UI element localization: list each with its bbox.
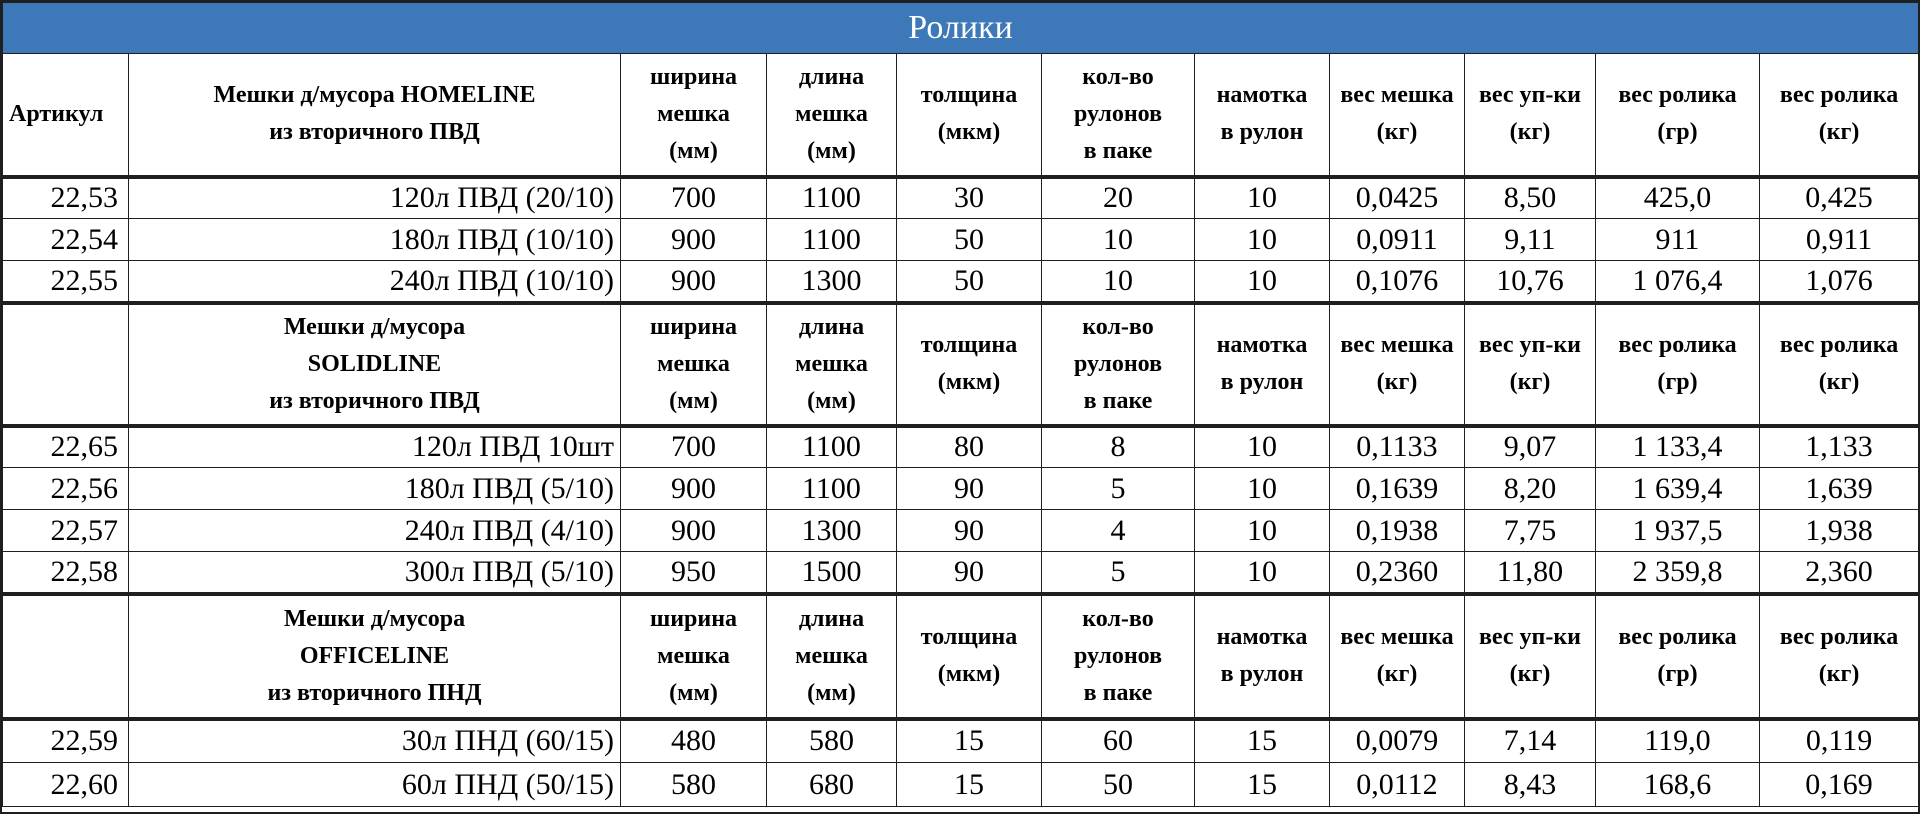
thickness-cell: 30 — [897, 177, 1042, 219]
product-name-cell: 180л ПВД (5/10) — [129, 468, 621, 510]
product-group-header — [129, 54, 621, 177]
header-line: ширина — [649, 605, 738, 632]
header-line: (кг) — [1818, 119, 1860, 146]
length-cell: 1100 — [767, 177, 897, 219]
width-cell: 900 — [621, 261, 767, 303]
winding-cell: 10 — [1195, 219, 1330, 261]
header-line: вес ролика — [1618, 82, 1737, 109]
rolls-cell: 5 — [1042, 468, 1195, 510]
length-cell: 1100 — [767, 468, 897, 510]
rolls-cell: 10 — [1042, 261, 1195, 303]
roll-weight-kg-cell: 0,911 — [1760, 219, 1919, 261]
header-line: OFFICELINE — [299, 642, 450, 669]
thickness-cell: 90 — [897, 552, 1042, 594]
header-line: намотка — [1216, 332, 1308, 358]
bag-weight-cell: 0,0425 — [1330, 177, 1465, 219]
header-line: вес мешка — [1340, 332, 1454, 358]
header-line: в паке — [1083, 387, 1153, 414]
table-row — [3, 552, 1919, 594]
product-group-header — [129, 303, 621, 426]
header-line: намотка — [1216, 82, 1308, 109]
section-header-row — [3, 594, 1919, 719]
header-line: вес мешка — [1340, 624, 1454, 650]
rolls-header — [1042, 303, 1195, 426]
pack-weight-cell: 7,14 — [1465, 719, 1596, 763]
roll-weight-g-header — [1596, 54, 1760, 177]
bag-weight-cell: 0,2360 — [1330, 552, 1465, 594]
header-line: рулонов — [1073, 350, 1163, 377]
header-line: вес уп-ки — [1478, 332, 1582, 358]
product-group-header — [129, 594, 621, 719]
header-line: ширина — [649, 63, 738, 90]
header-line: толщина — [920, 624, 1018, 650]
thickness-header — [897, 594, 1042, 719]
header-line: (кг) — [1509, 369, 1551, 395]
article-cell: 22,57 — [3, 510, 129, 552]
bag-weight-cell: 0,0079 — [1330, 719, 1465, 763]
pack-weight-cell: 8,50 — [1465, 177, 1596, 219]
bag-weight-header — [1330, 54, 1465, 177]
header-line: Мешки д/мусора HOMELINE — [213, 82, 536, 109]
article-header: Артикул — [3, 54, 129, 177]
winding-cell: 10 — [1195, 552, 1330, 594]
header-line: мешка — [657, 350, 730, 377]
article-header — [3, 594, 129, 719]
product-name-cell: 240л ПВД (4/10) — [129, 510, 621, 552]
header-line: (кг) — [1509, 119, 1551, 146]
header-line: длина — [798, 63, 865, 90]
bag-weight-cell: 0,1639 — [1330, 468, 1465, 510]
length-cell: 680 — [767, 763, 897, 807]
header-line: (гр) — [1657, 369, 1698, 395]
winding-cell: 10 — [1195, 261, 1330, 303]
width-header — [621, 594, 767, 719]
header-line: (кг) — [1376, 119, 1418, 146]
header-line: кол-во — [1082, 63, 1154, 90]
roll-weight-kg-cell: 1,076 — [1760, 261, 1919, 303]
bag-weight-cell: 0,1938 — [1330, 510, 1465, 552]
header-line: (мм) — [807, 387, 856, 414]
winding-header — [1195, 54, 1330, 177]
product-name-cell: 300л ПВД (5/10) — [129, 552, 621, 594]
bag-weight-cell: 0,0112 — [1330, 763, 1465, 807]
header-line: ширина — [649, 313, 738, 340]
table-row — [3, 510, 1919, 552]
header-line: мешка — [657, 642, 730, 669]
header-line: (мкм) — [937, 119, 1001, 146]
thickness-cell: 50 — [897, 219, 1042, 261]
header-line: вес мешка — [1340, 82, 1454, 109]
thickness-cell: 50 — [897, 261, 1042, 303]
rolls-cell: 60 — [1042, 719, 1195, 763]
winding-cell: 10 — [1195, 177, 1330, 219]
header-line: в паке — [1083, 679, 1153, 706]
roll-weight-g-header — [1596, 303, 1760, 426]
thickness-cell: 90 — [897, 510, 1042, 552]
width-cell: 700 — [621, 426, 767, 468]
table-row — [3, 719, 1919, 763]
section-header-row — [3, 54, 1919, 177]
roll-weight-kg-cell: 1,133 — [1760, 426, 1919, 468]
winding-cell: 10 — [1195, 468, 1330, 510]
rolls-cell: 8 — [1042, 426, 1195, 468]
header-line: намотка — [1216, 624, 1308, 650]
section-header-row — [3, 303, 1919, 426]
pack-weight-cell: 7,75 — [1465, 510, 1596, 552]
product-name-cell: 120л ПВД 10шт — [129, 426, 621, 468]
roll-weight-kg-header — [1760, 54, 1919, 177]
header-line: (мм) — [669, 387, 718, 414]
winding-cell: 15 — [1195, 719, 1330, 763]
roll-weight-g-cell: 1 639,4 — [1596, 468, 1760, 510]
roll-weight-g-cell: 1 937,5 — [1596, 510, 1760, 552]
winding-header — [1195, 594, 1330, 719]
length-cell: 1100 — [767, 219, 897, 261]
pack-weight-cell: 9,11 — [1465, 219, 1596, 261]
thickness-header — [897, 303, 1042, 426]
length-header — [767, 303, 897, 426]
width-cell: 900 — [621, 510, 767, 552]
roll-weight-kg-cell: 0,169 — [1760, 763, 1919, 807]
pack-weight-cell: 11,80 — [1465, 552, 1596, 594]
product-name-cell: 120л ПВД (20/10) — [129, 177, 621, 219]
rolls-cell: 50 — [1042, 763, 1195, 807]
article-cell: 22,60 — [3, 763, 129, 807]
header-line: (мм) — [669, 137, 718, 164]
width-cell: 480 — [621, 719, 767, 763]
roll-weight-g-cell: 2 359,8 — [1596, 552, 1760, 594]
header-line: мешка — [795, 100, 868, 127]
header-line: толщина — [920, 332, 1018, 358]
title-row — [3, 3, 1919, 54]
roll-weight-kg-cell: 2,360 — [1760, 552, 1919, 594]
header-line: толщина — [920, 82, 1018, 109]
header-line: (мкм) — [937, 369, 1001, 395]
header-line: (кг) — [1509, 661, 1551, 687]
pack-weight-cell: 10,76 — [1465, 261, 1596, 303]
roll-weight-kg-header — [1760, 303, 1919, 426]
thickness-cell: 90 — [897, 468, 1042, 510]
pack-weight-header — [1465, 303, 1596, 426]
header-line: из вторичного ПВД — [269, 119, 480, 146]
header-line: SOLIDLINE — [307, 350, 442, 377]
roll-weight-g-cell: 425,0 — [1596, 177, 1760, 219]
length-header — [767, 594, 897, 719]
length-cell: 1300 — [767, 261, 897, 303]
header-line: рулонов — [1073, 100, 1163, 127]
bag-weight-header — [1330, 594, 1465, 719]
header-line: (кг) — [1818, 661, 1860, 687]
length-cell: 1500 — [767, 552, 897, 594]
pack-weight-header — [1465, 594, 1596, 719]
header-line: рулонов — [1073, 642, 1163, 669]
product-name-cell: 30л ПНД (60/15) — [129, 719, 621, 763]
length-cell: 1100 — [767, 426, 897, 468]
table-row — [3, 468, 1919, 510]
rolls-cell: 20 — [1042, 177, 1195, 219]
roll-weight-g-cell: 119,0 — [1596, 719, 1760, 763]
pack-weight-cell: 9,07 — [1465, 426, 1596, 468]
header-line: в паке — [1083, 137, 1153, 164]
roll-weight-kg-cell: 1,938 — [1760, 510, 1919, 552]
price-table — [2, 2, 1919, 807]
roll-weight-g-cell: 1 133,4 — [1596, 426, 1760, 468]
bag-weight-cell: 0,1133 — [1330, 426, 1465, 468]
width-cell: 950 — [621, 552, 767, 594]
product-name-cell: 180л ПВД (10/10) — [129, 219, 621, 261]
header-line: вес ролика — [1779, 82, 1899, 109]
article-cell: 22,58 — [3, 552, 129, 594]
length-cell: 1300 — [767, 510, 897, 552]
bag-weight-cell: 0,1076 — [1330, 261, 1465, 303]
article-cell: 22,53 — [3, 177, 129, 219]
header-line: (гр) — [1657, 661, 1698, 687]
header-line: (кг) — [1376, 661, 1418, 687]
header-line: (мм) — [807, 679, 856, 706]
header-line: (мкм) — [937, 661, 1001, 687]
roll-weight-g-cell: 168,6 — [1596, 763, 1760, 807]
header-line: в рулон — [1220, 369, 1304, 395]
article-cell: 22,54 — [3, 219, 129, 261]
rolls-cell: 10 — [1042, 219, 1195, 261]
table-title: Ролики — [3, 3, 1919, 54]
header-line: длина — [798, 605, 865, 632]
header-line: мешка — [795, 642, 868, 669]
width-header — [621, 54, 767, 177]
roll-weight-g-header — [1596, 594, 1760, 719]
article-cell: 22,55 — [3, 261, 129, 303]
header-line: мешка — [657, 100, 730, 127]
rolls-header — [1042, 594, 1195, 719]
roll-weight-kg-header — [1760, 594, 1919, 719]
header-line: (мм) — [669, 679, 718, 706]
length-cell: 580 — [767, 719, 897, 763]
header-line: (кг) — [1376, 369, 1418, 395]
header-line: длина — [798, 313, 865, 340]
header-line: (кг) — [1818, 369, 1860, 395]
header-line: вес уп-ки — [1478, 624, 1582, 650]
pack-weight-cell: 8,20 — [1465, 468, 1596, 510]
winding-cell: 10 — [1195, 426, 1330, 468]
thickness-cell: 15 — [897, 719, 1042, 763]
header-line: вес ролика — [1618, 332, 1737, 358]
article-cell: 22,59 — [3, 719, 129, 763]
bag-weight-cell: 0,0911 — [1330, 219, 1465, 261]
rolls-cell: 5 — [1042, 552, 1195, 594]
width-header — [621, 303, 767, 426]
pack-weight-header — [1465, 54, 1596, 177]
width-cell: 700 — [621, 177, 767, 219]
winding-cell: 10 — [1195, 510, 1330, 552]
product-name-cell: 240л ПВД (10/10) — [129, 261, 621, 303]
width-cell: 900 — [621, 219, 767, 261]
pack-weight-cell: 8,43 — [1465, 763, 1596, 807]
header-line: (гр) — [1657, 119, 1698, 146]
table-row — [3, 177, 1919, 219]
header-line: Мешки д/мусора — [283, 313, 466, 340]
table-row — [3, 763, 1919, 807]
header-line: Мешки д/мусора — [283, 605, 466, 632]
width-cell: 900 — [621, 468, 767, 510]
header-line: в рулон — [1220, 661, 1304, 687]
article-header — [3, 303, 129, 426]
header-line: в рулон — [1220, 119, 1304, 146]
header-line: кол-во — [1082, 605, 1154, 632]
rolls-header — [1042, 54, 1195, 177]
rolls-cell: 4 — [1042, 510, 1195, 552]
article-cell: 22,56 — [3, 468, 129, 510]
bag-weight-header — [1330, 303, 1465, 426]
header-line: вес ролика — [1779, 332, 1899, 358]
header-line: вес ролика — [1618, 624, 1737, 650]
product-name-cell: 60л ПНД (50/15) — [129, 763, 621, 807]
roll-weight-kg-cell: 0,119 — [1760, 719, 1919, 763]
winding-cell: 15 — [1195, 763, 1330, 807]
header-line: кол-во — [1082, 313, 1154, 340]
roll-weight-g-cell: 1 076,4 — [1596, 261, 1760, 303]
length-header — [767, 54, 897, 177]
table-row — [3, 219, 1919, 261]
winding-header — [1195, 303, 1330, 426]
header-line: вес ролика — [1779, 624, 1899, 650]
header-line: из вторичного ПВД — [269, 387, 480, 414]
thickness-cell: 15 — [897, 763, 1042, 807]
roll-weight-kg-cell: 0,425 — [1760, 177, 1919, 219]
header-line: из вторичного ПНД — [267, 679, 482, 706]
thickness-cell: 80 — [897, 426, 1042, 468]
roll-weight-g-cell: 911 — [1596, 219, 1760, 261]
table-row — [3, 426, 1919, 468]
article-cell: 22,65 — [3, 426, 129, 468]
header-line: мешка — [795, 350, 868, 377]
table-row — [3, 261, 1919, 303]
thickness-header — [897, 54, 1042, 177]
header-line: (мм) — [807, 137, 856, 164]
roll-weight-kg-cell: 1,639 — [1760, 468, 1919, 510]
header-line: вес уп-ки — [1478, 82, 1582, 109]
width-cell: 580 — [621, 763, 767, 807]
